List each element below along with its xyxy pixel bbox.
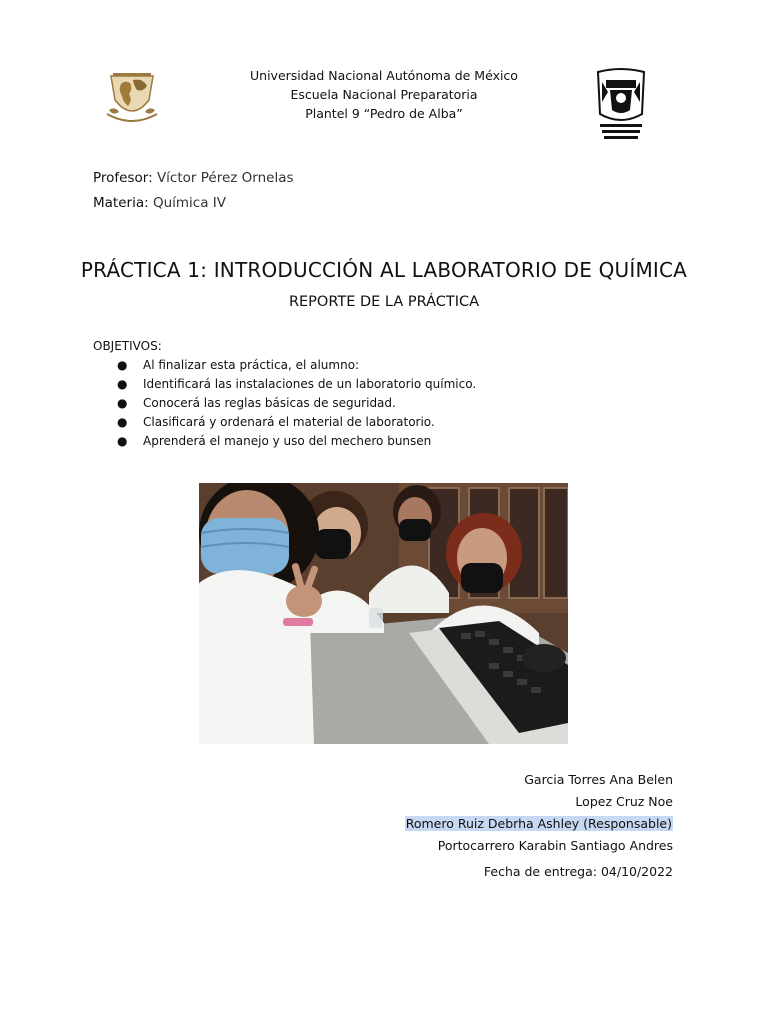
objectives-list xyxy=(93,356,476,451)
author-name: Garcia Torres Ana Belen xyxy=(524,772,673,787)
bullet-icon: ● xyxy=(117,396,128,410)
subject-label: Materia: xyxy=(93,195,149,211)
campus-name: Plantel 9 “Pedro de Alba” xyxy=(305,106,463,121)
subject-line xyxy=(93,195,226,211)
professor-label: Profesor: xyxy=(93,170,153,186)
objective-item: ● Identificará las instalaciones de un laboratorio químico. xyxy=(93,375,476,394)
author-name-highlighted: Romero Ruiz Debrha Ashley (Responsable) xyxy=(405,816,672,831)
document-subtitle: REPORTE DE LA PRÁCTICA xyxy=(288,294,480,310)
school-name: Escuela Nacional Preparatoria xyxy=(290,87,478,102)
objective-item: ● Aprenderá el manejo y uso del mechero bunsen xyxy=(93,432,476,451)
subject-name: Química IV xyxy=(152,195,226,211)
authors-list xyxy=(405,769,673,857)
bullet-icon: ● xyxy=(117,434,128,448)
objectives-heading: OBJETIVOS: xyxy=(93,339,162,353)
bullet-icon: ● xyxy=(117,415,128,429)
document-header xyxy=(0,66,768,123)
professor-name: Víctor Pérez Ornelas xyxy=(156,170,294,186)
university-name: Universidad Nacional Autónoma de México xyxy=(250,68,518,83)
objective-item: ● Al finalizar esta práctica, el alumno: xyxy=(93,356,476,375)
group-photo xyxy=(199,483,568,744)
bullet-icon: ● xyxy=(117,358,128,372)
professor-line xyxy=(93,170,294,186)
delivery-date: Fecha de entrega: 04/10/2022 xyxy=(483,864,673,879)
objective-item: ● Conocerá las reglas básicas de seguridad. xyxy=(93,394,476,413)
document-title: PRÁCTICA 1: INTRODUCCIÓN AL LABORATORIO DE QUÍMICA xyxy=(80,258,688,282)
objective-item: ● Clasificará y ordenará el material de laboratorio. xyxy=(93,413,476,432)
author-name: Lopez Cruz Noe xyxy=(575,794,673,809)
bullet-icon: ● xyxy=(117,377,128,391)
author-name: Portocarrero Karabin Santiago Andres xyxy=(437,838,673,853)
